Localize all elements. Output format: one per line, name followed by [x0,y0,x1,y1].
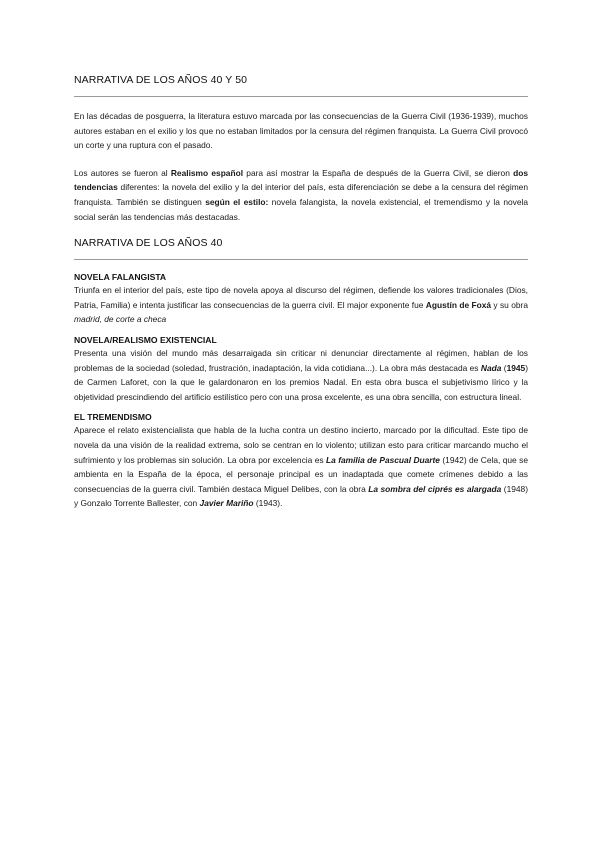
text-run: y su obra [491,299,528,310]
paragraph-falangista [74,283,528,327]
subsection-heading: EL TREMENDISMO [74,412,152,423]
text-run: novela falangista, la novela existencial, el tremendismo y la novela social serán las tendencias más destacadas. [74,196,528,222]
section-title-40: NARRATIVA DE LOS AÑOS 40 [74,237,223,250]
subsection-tremendismo [74,412,528,511]
subsection-heading: NOVELA/REALISMO EXISTENCIAL [74,334,217,345]
bold-term: Agustín de Foxá [425,299,492,310]
text-run: ( [501,362,507,373]
text-run: Los autores se fueron al [74,167,171,178]
bold-term: según el estilo: [205,196,269,207]
bold-italic-title: La familia de Pascual Duarte [326,454,440,465]
subsection-heading: NOVELA FALANGISTA [74,272,167,283]
text-run: Presenta una visión del mundo más desarraigada sin criticar ni denunciar directamente al régimen, hablan de los problemas de la sociedad (soledad, frustración, inadaptación, la vida cotidiana...). La obra más destacada es [74,347,528,373]
text-run: diferentes: la novela del exilio y la del interior del país, esta diferenciación se debe a la censura del régimen franquista. También se distinguen [74,182,528,207]
text-run: (1948) y Gonzalo Torrente Ballester, con [74,483,529,509]
paragraph-realismo [74,166,528,224]
subsection-falangista [74,272,528,327]
text-run: Aparece el relato existencialista que habla de la lucha contra un destino incierto, marcado por la dificultad. Este tipo de novela da una visión de la realidad extrema, solo se centran en lo violento; utilizan esto para criticar marcando mucho el sufrimiento y los problemas sin solución. La obra por excelencia es [74,425,528,465]
bold-italic-title: Javier Mariño [199,498,254,509]
paragraph-existencial [74,346,528,404]
text-run: para así mostrar la España de después de la Guerra Civil, se dieron [243,167,514,178]
section-divider [74,96,528,97]
bold-italic-title: La sombra del ciprés es alargada [368,483,502,494]
section-title-40-50: NARRATIVA DE LOS AÑOS 40 Y 50 [74,74,248,86]
text-run: Triunfa en el interior del país, este tipo de novela apoya al discurso del régimen, defiende los valores tradicionales (Dios, Patria, Familia) e intenta justificar las consecuencias de la guerra civil. El major exponente fue [74,285,528,310]
section-divider [74,259,528,260]
text-run: (1943). [253,498,283,509]
subsection-existencial [74,335,528,404]
text-run: ) de Carmen Laforet, con la que le galardonaron en los premios Nadal. En esta obra busca el subjetivismo lírico y la objetividad prescindiendo del artificio estilístico pero con una prosa excelente, es una obra sencilla, con estructura lineal. [74,362,528,402]
italic-title: madrid, de corte a checa [74,314,167,325]
paragraph-tremendismo [74,423,528,511]
paragraph-posguerra: En las décadas de posguerra, la literatura estuvo marcada por las consecuencias de la Guerra Civil (1936-1939), muchos autores estaban en el exilio y los que no estaban limitados por la censura del régimen franquista. La Guerra Civil provocó un corte y una ruptura con el pasado. [74,111,528,151]
bold-term: Realismo español [170,167,244,178]
text-run: (1942) de Cela, que se ambienta en la España de la época, el personaje principal es un inadaptada que comete crímenes debido a las consecuencias de la guerra civil. También destaca Miguel Delibes, con la obra [74,454,528,494]
bold-term: dos tendencias [74,167,529,193]
bold-italic-title: Nada [480,362,502,373]
bold-term: 1945 [506,362,526,373]
document-content [74,74,528,519]
